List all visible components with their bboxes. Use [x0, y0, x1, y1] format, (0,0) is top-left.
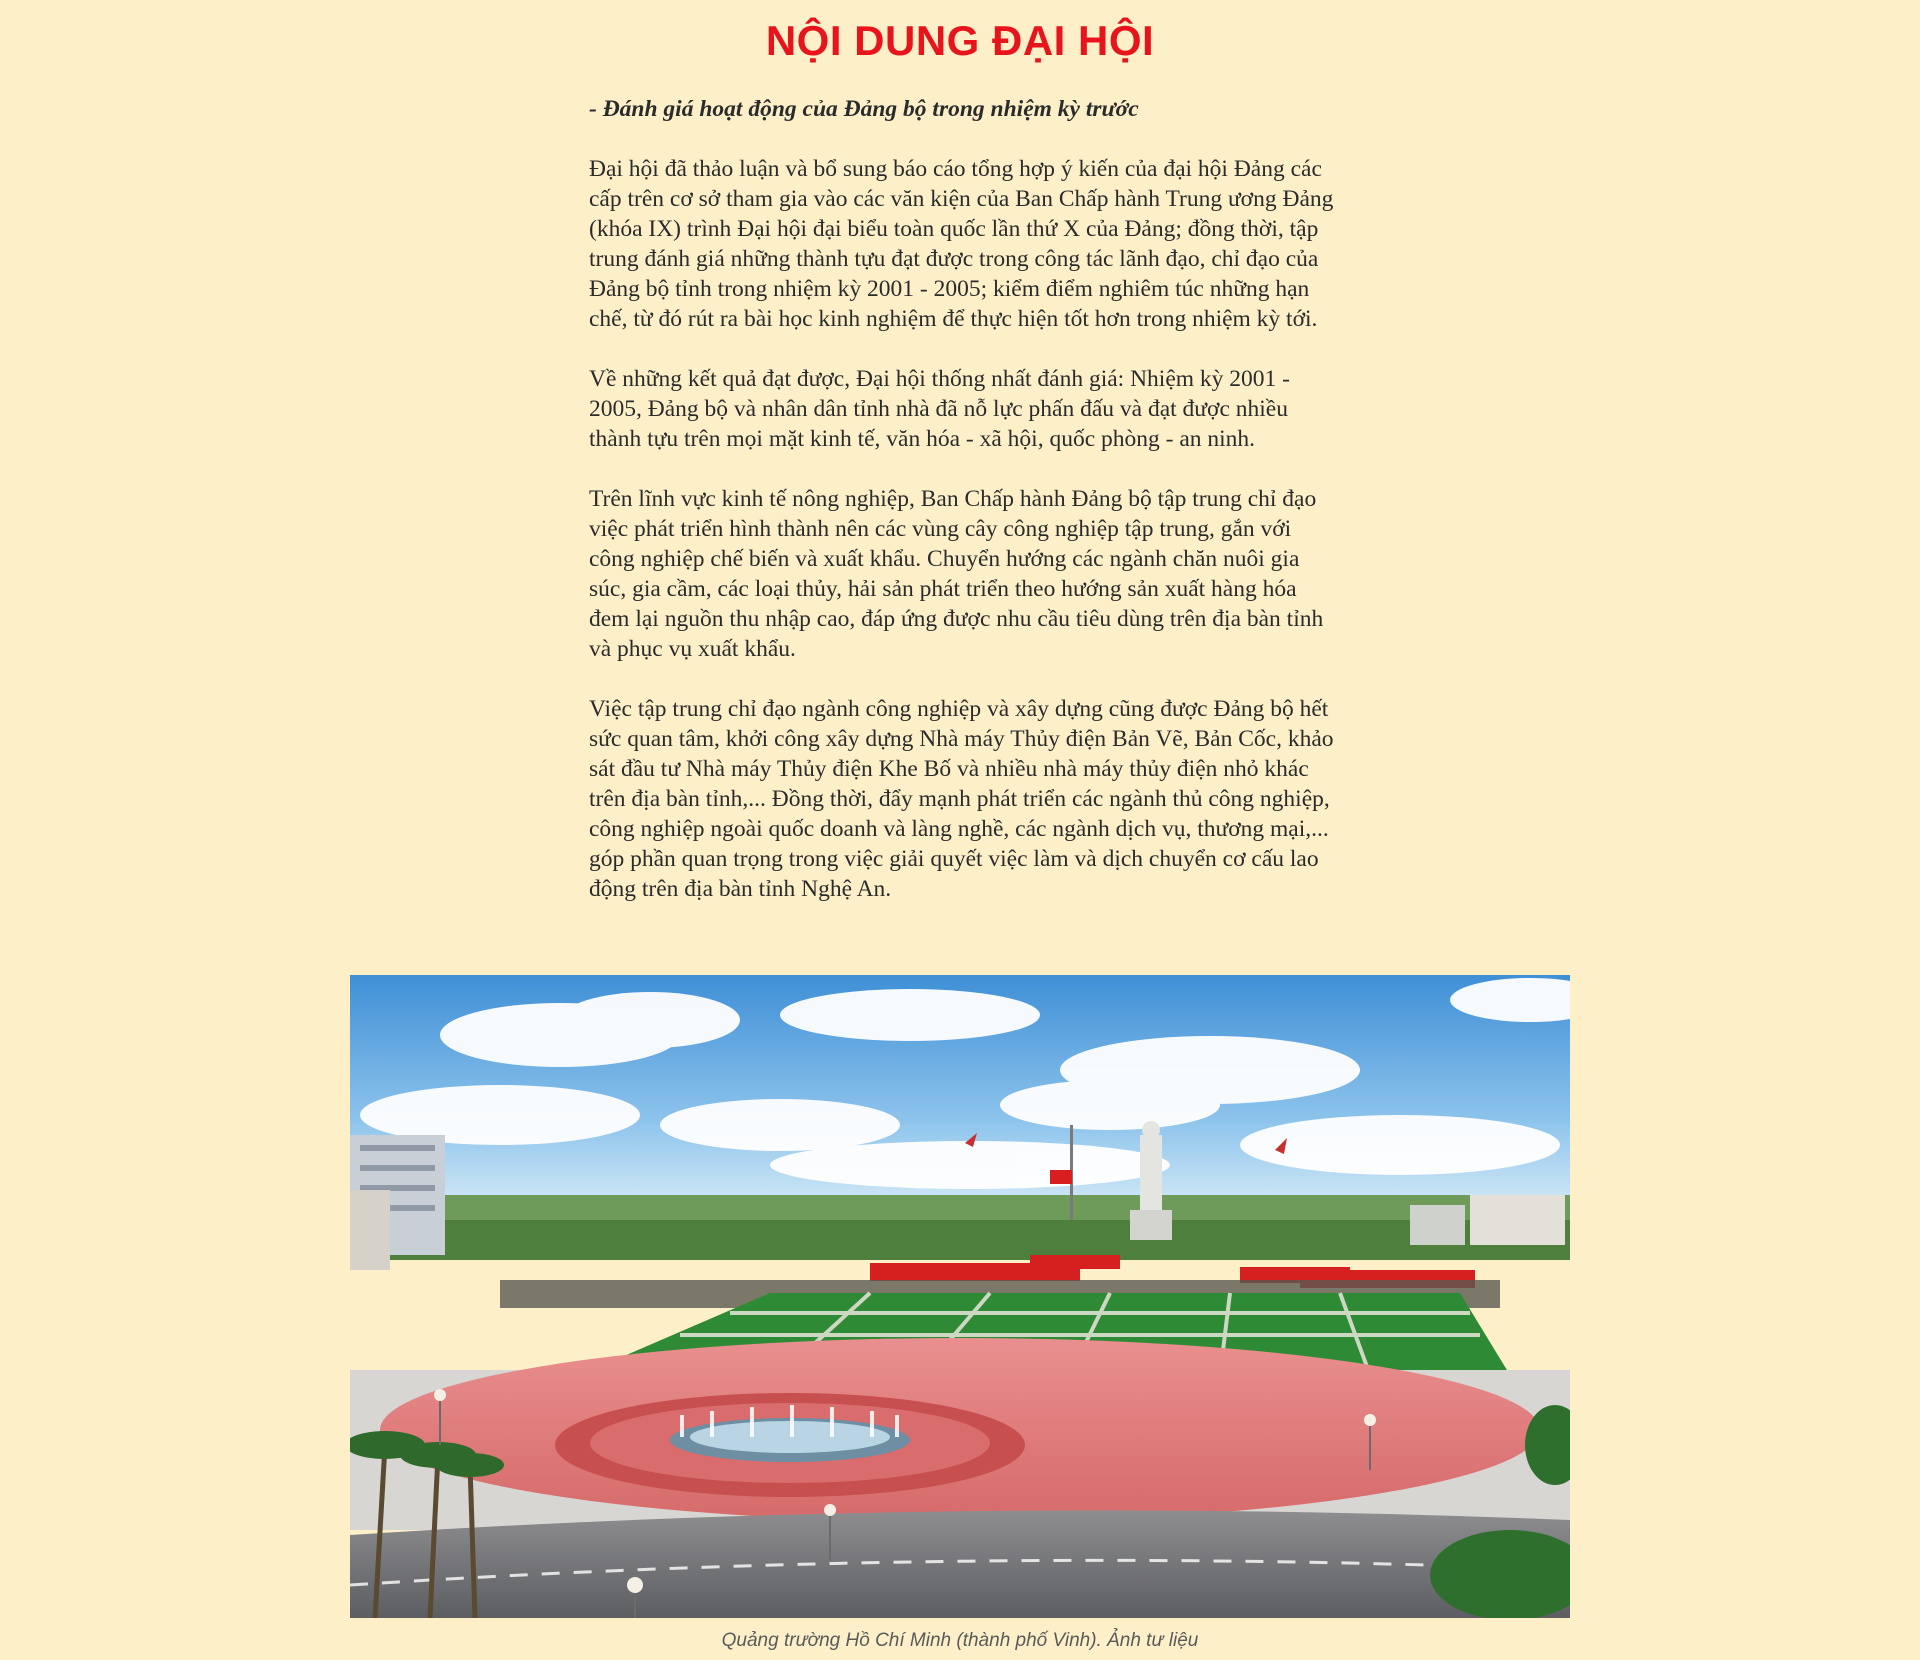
paragraph-2: Về những kết quả đạt được, Đại hội thống nhất đánh giá: Nhiệm kỳ 2001 - 2005, Đảng bộ và nhân dân tỉnh nhà đã nỗ lực phấn đấu và đạt được nhiều thành tựu trên mọi mặt kinh tế, văn hóa - xã hội, quốc phòng - an ninh.: [589, 366, 1290, 452]
square-photo-illustration: [350, 975, 1570, 1618]
figure-caption: Quảng trường Hồ Chí Minh (thành phố Vinh). Ảnh tư liệu: [721, 1630, 1199, 1651]
page-title: NỘI DUNG ĐẠI HỘI: [765, 17, 1155, 64]
section-subheading: - Đánh giá hoạt động của Đảng bộ trong nhiệm kỳ trước: [589, 96, 1139, 122]
paragraph-1: Đại hội đã thảo luận và bổ sung báo cáo tổng hợp ý kiến của đại hội Đảng các cấp trên cơ sở tham gia vào các văn kiện của Ban Chấp hành Trung ương Đảng (khóa IX) trình Đại hội đại biểu toàn quốc lần thứ X của Đảng; đồng thời, tập trung đánh giá những thành tựu đạt được trong công tác lãnh đạo, chỉ đạo của Đảng bộ tỉnh trong nhiệm kỳ 2001 - 2005; kiểm điểm nghiêm túc những hạn chế, từ đó rút ra bài học kinh nghiệm để thực hiện tốt hơn trong nhiệm kỳ tới.: [589, 156, 1334, 332]
paragraph-4: Việc tập trung chỉ đạo ngành công nghiệp và xây dựng cũng được Đảng bộ hết sức quan tâm, khởi công xây dựng Nhà máy Thủy điện Bản Vẽ, Bản Cốc, khảo sát đầu tư Nhà máy Thủy điện Khe Bố và nhiều nhà máy thủy điện nhỏ khác trên địa bàn tỉnh,... Đồng thời, đẩy mạnh phát triển các ngành thủ công nghiệp, công nghiệp ngoài quốc doanh và làng nghề, các ngành dịch vụ, thương mại,... góp phần quan trọng trong việc giải quyết việc làm và dịch chuyển cơ cấu lao động trên địa bàn tỉnh Nghệ An.: [589, 696, 1334, 902]
square-photo: [350, 975, 1570, 1618]
article-body: [589, 94, 1339, 934]
paragraph-3: Trên lĩnh vực kinh tế nông nghiệp, Ban Chấp hành Đảng bộ tập trung chỉ đạo việc phát triển hình thành nên các vùng cây công nghiệp tập trung, gắn với công nghiệp chế biến và xuất khẩu. Chuyển hướng các ngành chăn nuôi gia súc, gia cầm, các loại thủy, hải sản phát triển theo hướng sản xuất hàng hóa đem lại nguồn thu nhập cao, đáp ứng được nhu cầu tiêu dùng trên địa bàn tỉnh và phục vụ xuất khẩu.: [589, 486, 1324, 662]
